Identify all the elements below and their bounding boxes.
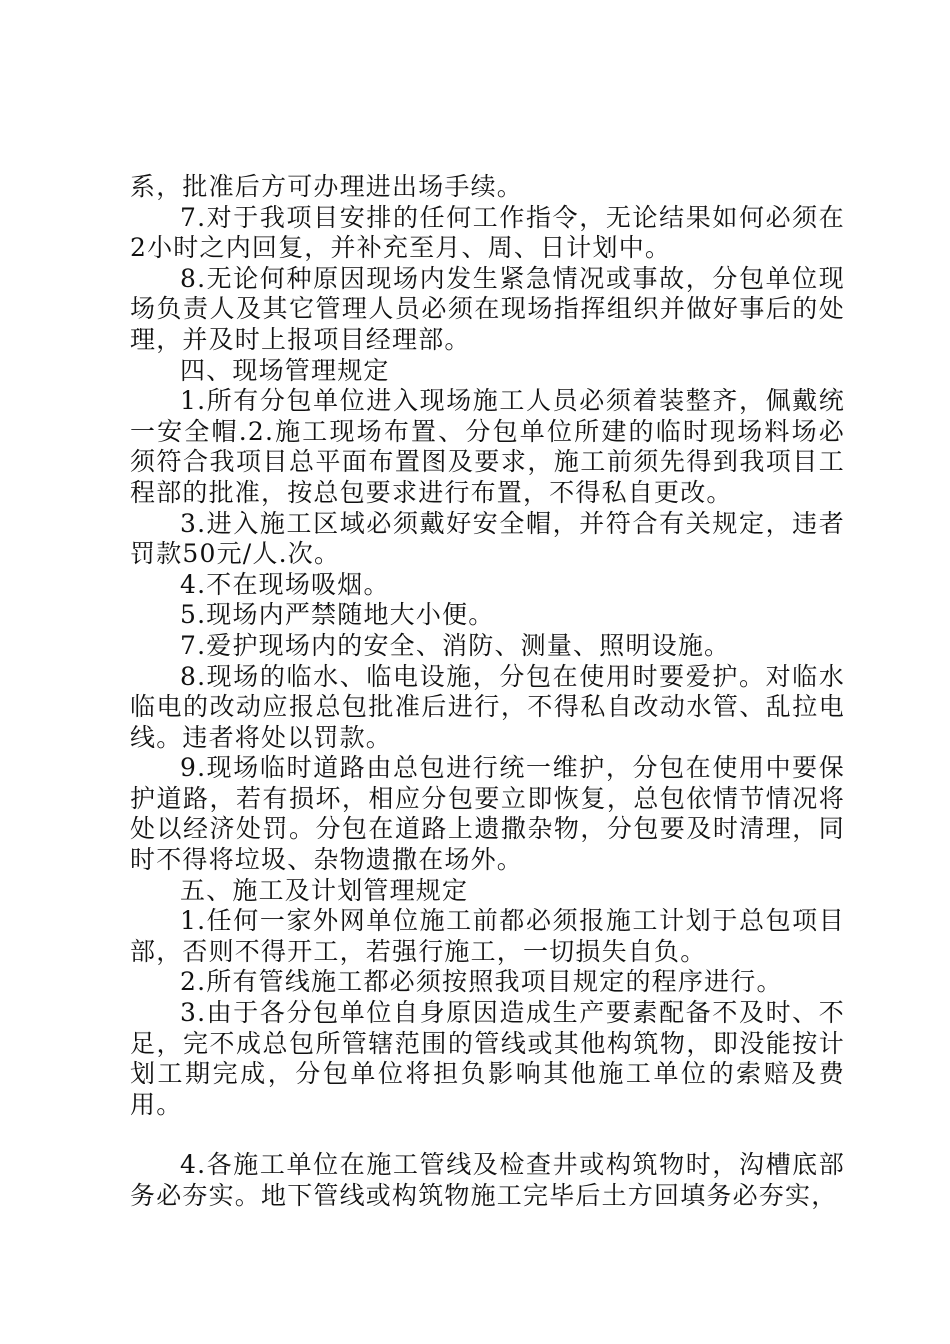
paragraph-item-3b: 3.由于各分包单位自身原因造成生产要素配备不及时、不足，完不成总包所管辖范围的管线或其他构筑物，即没能按计划工期完成，分包单位将担负影响其他施工单位的索赔及费用。	[130, 998, 845, 1119]
document-body	[130, 172, 845, 1212]
paragraph-item-2b: 2.所有管线施工都必须按照我项目规定的程序进行。	[180, 967, 783, 997]
paragraph-item-9: 9.现场临时道路由总包进行统一维护，分包在使用中要保护道路，若有损坏，相应分包要立即恢复，总包依情节情况将处以经济处罚。分包在道路上遗撒杂物，分包要及时清理，同时不得将垃圾、杂物遗撒在场外。	[130, 753, 845, 875]
paragraph-item-4b: 4.各施工单位在施工管线及检查井或构筑物时，沟槽底部务必夯实。地下管线或构筑物施工完毕后土方回填务必夯实，	[130, 1150, 845, 1210]
paragraph-item-8b: 8.现场的临水、临电设施，分包在使用时要爱护。对临水临电的改动应报总包批准后进行，不得私自改动水管、乱拉电线。违者将处以罚款。	[130, 661, 845, 752]
paragraph-item-7: 7.对于我项目安排的任何工作指令，无论结果如何必须在2小时之内回复，并补充至月、周、日计划中。	[130, 202, 845, 263]
paragraph-item-4: 4.不在现场吸烟。	[180, 569, 390, 599]
paragraph-continuation: 系，批准后方可办理进出场手续。	[130, 172, 524, 201]
paragraph-spacer	[130, 1120, 845, 1150]
section-heading-5: 五、施工及计划管理规定	[180, 875, 469, 905]
section-heading-4: 四、现场管理规定	[180, 355, 390, 385]
paragraph-item-7b: 7.爱护现场内的安全、消防、测量、照明设施。	[180, 630, 731, 660]
paragraph-item-1-2: 1.所有分包单位进入现场施工人员必须着装整齐，佩戴统一安全帽.2.施工现场布置、分包单位所建的临时现场料场必须符合我项目总平面布置图及要求，施工前须先得到我项目工程部的批准，按总包要求进行布置，不得私自更改。	[130, 386, 845, 507]
paragraph-item-5: 5.现场内严禁随地大小便。	[180, 600, 495, 630]
paragraph-item-3: 3.进入施工区域必须戴好安全帽，并符合有关规定，违者罚款50元/人.次。	[130, 508, 845, 569]
paragraph-item-1b: 1.任何一家外网单位施工前都必须报施工计划于总包项目部，否则不得开工，若强行施工，一切损失自负。	[130, 906, 845, 966]
paragraph-item-8: 8.无论何种原因现场内发生紧急情况或事故，分包单位现场负责人及其它管理人员必须在现场指挥组织并做好事后的处理，并及时上报项目经理部。	[130, 263, 845, 354]
